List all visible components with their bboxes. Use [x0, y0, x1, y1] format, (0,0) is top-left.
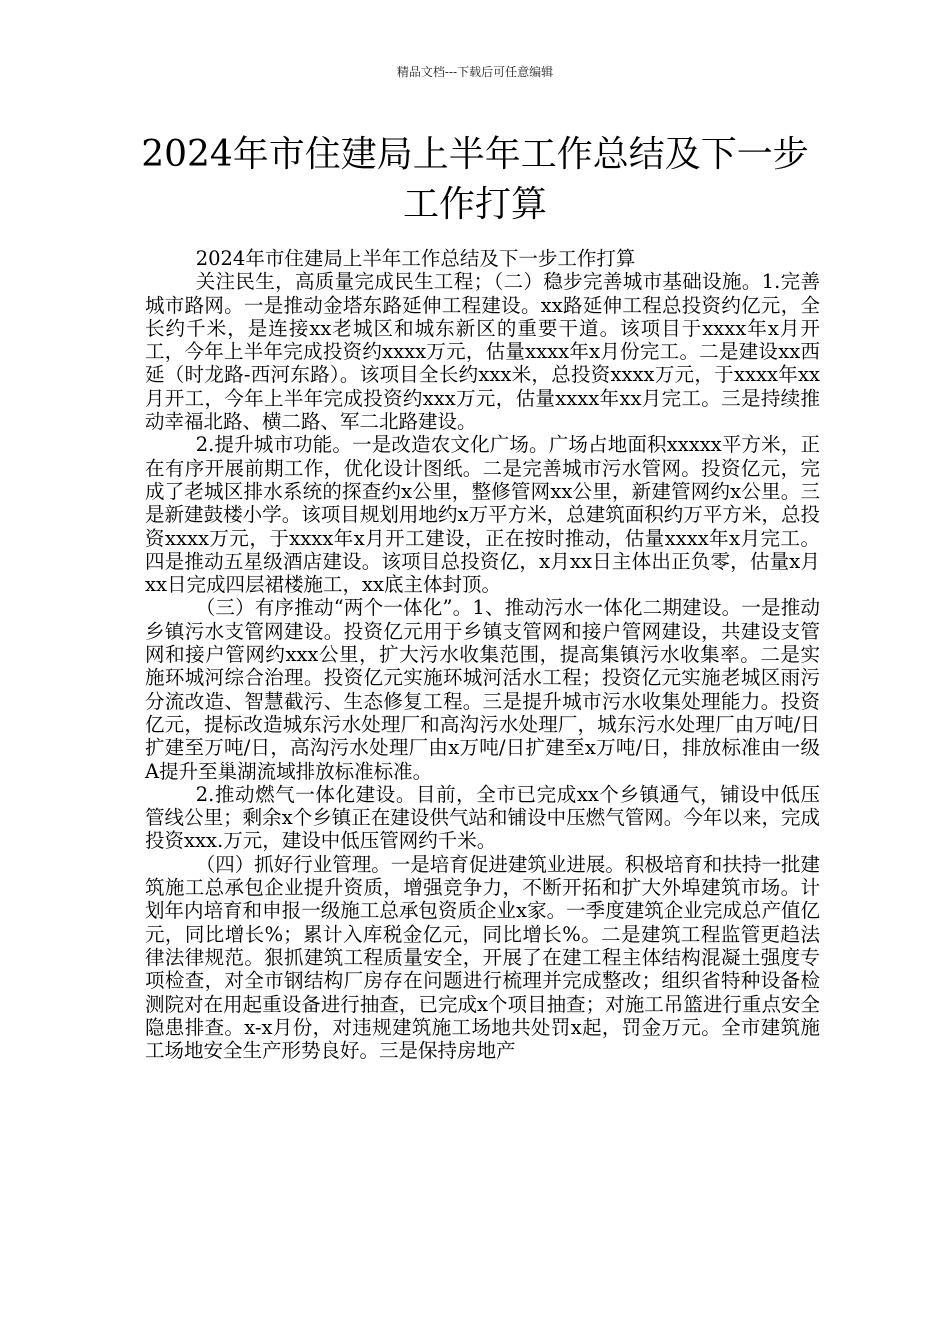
paragraph: （三）有序推动“两个一体化”。1、推动污水一体化二期建设。一是推动乡镇污水支管网建设。投资亿元用于乡镇支管网和接户管网建设，共建设支管网和接户管网约xxx公里，扩大污水收集范围，提高集镇污水收集率。二是实施环城河综合治理。投资亿元实施环城河活水工程；投资亿元实施老城区雨污分流改造、智慧截污、生态修复工程。三是提升城市污水收集处理能力。投资亿元，提标改造城东污水处理厂和高沟污水处理厂，城东污水处理厂由万吨/日扩建至万吨/日，高沟污水处理厂由x万吨/日扩建至x万吨/日，排放标准由一级A提升至巢湖流域排放标准标准。 — [145, 596, 820, 783]
paragraph: （四）抓好行业管理。一是培育促进建筑业进展。积极培育和扶持一批建筑施工总承包企业提升资质，增强竞争力，不断开拓和扩大外埠建筑市场。计划年内培育和申报一级施工总承包资质企业x家。一季度建筑企业完成总产值亿元，同比增长%；累计入库税金亿元，同比增长%。二是建筑工程监管更趋法律法律规范。狠抓建筑工程质量安全，开展了在建工程主体结构混凝土强度专项检查，对全市钢结构厂房存在问题进行梳理并完成整改；组织省特种设备检测院对在用起重设备进行抽查，已完成x个项目抽查；对施工吊篮进行重点安全隐患排查。x-x月份，对违规建筑施工场地共处罚x起，罚金万元。全市建筑施工场地安全生产形势良好。三是保持房地产 — [145, 852, 820, 1063]
paragraph: 2.提升城市功能。一是改造农文化广场。广场占地面积xxxxx平方米，正在有序开展前期工作，优化设计图纸。二是完善城市污水管网。投资亿元，完成了老城区排水系统的探查约x公里，整修管网xx公里，新建管网约x公里。三是新建鼓楼小学。该项目规划用地约x万平方米，总建筑面积约万平方米，总投资xxxx万元，于xxxx年x月开工建设，正在按时推动，估量xxxx年x月完工。四是推动五星级酒店建设。该项目总投资亿，x月xx日主体出正负零，估量x月xx日完成四层裙楼施工，xx底主体封顶。 — [145, 433, 820, 597]
title-line-2: 工作打算 — [402, 184, 547, 225]
header-note: 精品文档---下载后可任意编辑 — [396, 65, 554, 79]
document-title — [100, 130, 850, 230]
paragraph: 关注民生，高质量完成民生工程；（二）稳步完善城市基础设施。1.完善城市路网。一是推动金塔东路延伸工程建设。xx路延伸工程总投资约亿元，全长约千米，是连接xx老城区和城东新区的重要干道。该项目于xxxx年x月开工，今年上半年完成投资约xxxx万元，估量xxxx年x月份完工。二是建设xx西延（时龙路-西河东路）。该项目全长约xxx米，总投资xxxx万元，于xxxx年xx月开工，今年上半年完成投资约xxx万元，估量xxxx年xx月完工。三是持续推动幸福北路、横二路、军二北路建设。 — [145, 270, 820, 434]
paragraph-subtitle: 2024年市住建局上半年工作总结及下一步工作打算 — [195, 247, 636, 270]
document-body — [145, 247, 820, 1062]
paragraph: 2.推动燃气一体化建设。目前，全市已完成xx个乡镇通气，铺设中低压管线公里；剩余x个乡镇正在建设供气站和铺设中压燃气管网。今年以来，完成投资xxx.万元，建设中低压管网约千米。 — [145, 782, 820, 853]
title-line-1: 2024年市住建局上半年工作总结及下一步 — [141, 134, 809, 175]
